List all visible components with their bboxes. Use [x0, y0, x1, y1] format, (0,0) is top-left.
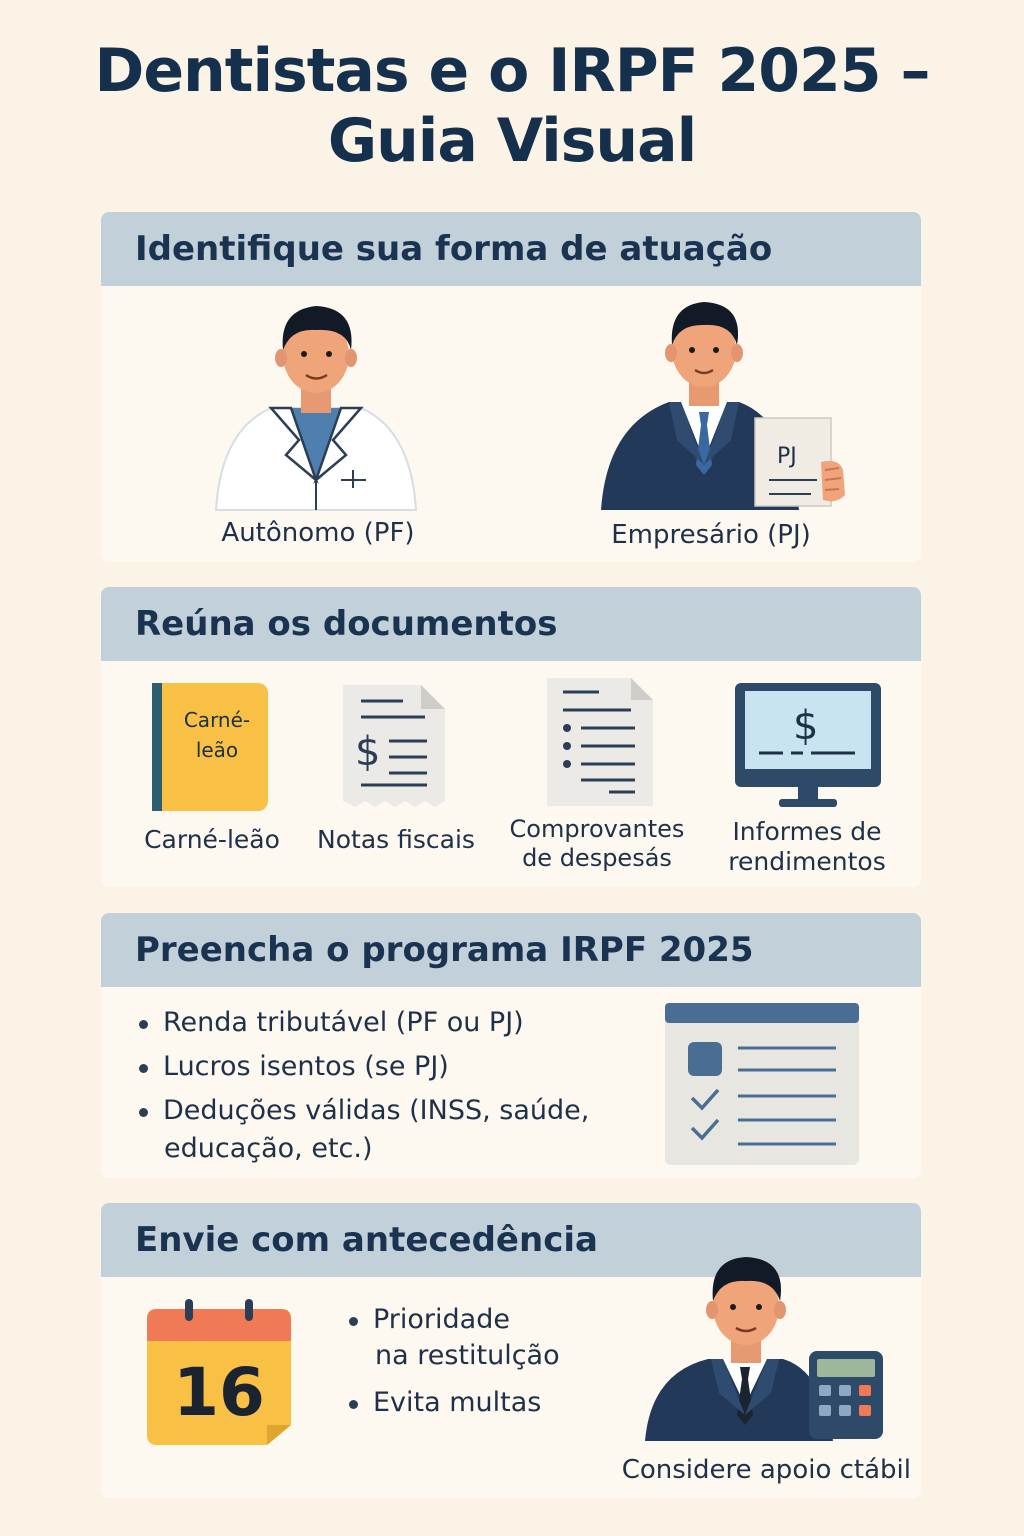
- envio-bullet-continuation: na restitulção: [375, 1340, 560, 1371]
- svg-text:$: $: [793, 703, 819, 749]
- doc-label-comprovantes: [499, 815, 695, 873]
- doc-label-informes-2: rendimentos: [728, 847, 886, 876]
- receipt-icon: [341, 681, 447, 809]
- carne-book-text-2: leão: [195, 738, 239, 762]
- page-title: [0, 36, 1024, 176]
- carne-leao-book-icon: [152, 683, 268, 811]
- svg-text:$: $: [355, 729, 381, 775]
- section-documentos: [101, 587, 921, 887]
- programa-bullet-continuation: educação, etc.): [164, 1133, 373, 1164]
- doc-label-comprovantes-2: de despesás: [522, 844, 672, 872]
- calendar-day: 16: [173, 1354, 265, 1431]
- envio-bullet-list: [345, 1302, 645, 1338]
- document-list-icon: [545, 676, 655, 808]
- monitor-dollar-icon: [733, 681, 883, 813]
- envio-bullet: Prioridade: [345, 1302, 645, 1338]
- section-documentos-heading: Reúna os documentos: [101, 587, 921, 661]
- programa-bullet: Deduções válidas (INSS, saúde,: [135, 1093, 655, 1129]
- programa-bullet-list: [135, 1005, 655, 1129]
- section-envio: [101, 1203, 921, 1498]
- autonomo-label: Autônomo (PF): [221, 518, 415, 548]
- accountant-label: Considere apoio ctábil: [621, 1455, 911, 1485]
- doc-label-informes-1: Informes de: [732, 817, 882, 846]
- envio-bullet: Evita multas: [345, 1385, 645, 1421]
- dentist-figure-icon: [211, 290, 421, 512]
- section-atuacao: [101, 212, 921, 562]
- businessman-figure-icon: [599, 290, 849, 512]
- section-programa: [101, 913, 921, 1178]
- calendar-icon: [147, 1299, 293, 1447]
- empresario-label: Empresário (PJ): [611, 520, 811, 550]
- pj-badge: PJ: [777, 444, 797, 469]
- title-line-1: Dentistas e o IRPF 2025 –: [94, 36, 930, 106]
- form-checklist-icon: [664, 1002, 860, 1166]
- doc-label-carne: Carné-leão: [144, 825, 280, 854]
- section-programa-heading: Preencha o programa IRPF 2025: [101, 913, 921, 987]
- doc-label-comprovantes-1: Comprovantes: [509, 815, 685, 843]
- accountant-figure-icon: [643, 1255, 888, 1441]
- envio-bullet-list-2: [345, 1385, 645, 1421]
- doc-label-notas: Notas fiscais: [317, 825, 475, 854]
- section-atuacao-heading: Identifique sua forma de atuação: [101, 212, 921, 286]
- title-line-2: Guia Visual: [327, 106, 697, 176]
- programa-bullet: Renda tributável (PF ou PJ): [135, 1005, 655, 1041]
- section-envio-heading: Envie com antecedência: [101, 1203, 921, 1277]
- doc-label-informes: [709, 817, 905, 877]
- programa-bullet: Lucros isentos (se PJ): [135, 1049, 655, 1085]
- carne-book-text-1: Carné-: [183, 708, 251, 732]
